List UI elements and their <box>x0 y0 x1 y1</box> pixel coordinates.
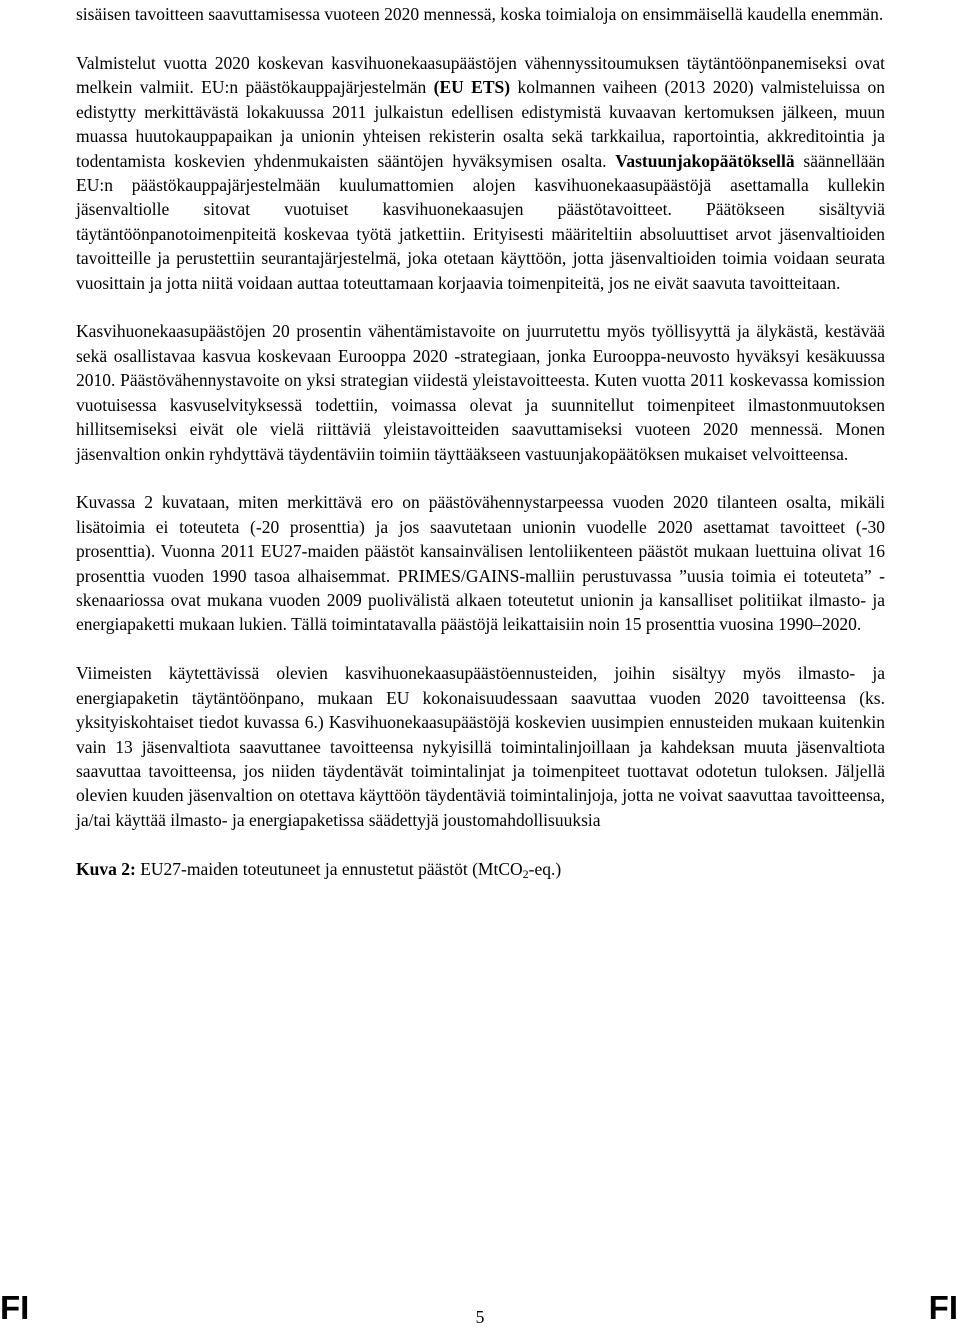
figure-caption <box>76 857 885 881</box>
paragraph-2-text-b: kolmannen vaiheen (2013 2020) valmisteluissa on edistytty merkittävästä lokakuussa 2011 julkaistun edellisen edistymistä kuvaavan kertomuksen jälkeen, muun muassa huutokauppapaikan ja unionin yhteisen rekisterin osalta sekä tarkkailua, raportointia, akkreditointia ja todentamista koskevien yhdenmukaisten sääntöjen hyväksymisen osalta. <box>76 77 885 171</box>
paragraph-1-text: sisäisen tavoitteen saavuttamisessa vuoteen 2020 mennessä, koska toimialoja on ensimmäisellä kaudella enemmän. <box>76 4 884 24</box>
footer-language-tag-right: FI <box>928 1289 958 1326</box>
paragraph-3 <box>76 319 885 465</box>
paragraph-4 <box>76 490 885 636</box>
paragraph-1 <box>76 2 885 26</box>
paragraph-5-text: Viimeisten käytettävissä olevien kasvihuonekaasupäästöennusteiden, joihin sisältyy myös ilmasto- ja energiapaketin täytäntöönpano, mukaan EU kokonaisuudessaan saavuttaa vuoden 2020 tavoitteensa (ks. yksityiskohtaiset tiedot kuvassa 6.) Kasvihuonekaasupäästöjä koskevien uusimpien ennusteiden mukaan kuitenkin vain 13 jäsenvaltiota saavuttanee tavoitteensa nykyisillä toimintalinjoillaan ja kahdeksan muuta jäsenvaltiota saavuttaa tavoitteensa, jos niiden täydentävät toimintalinjat ja toimenpiteet tuottavat odotetun tuloksen. Jäljellä olevien kuuden jäsenvaltion on otettava käyttöön täydentäviä toimintalinjoja, jotta ne voivat saavuttaa tavoitteensa, ja/tai käyttää ilmasto- ja energiapaketissa säädettyjä joustomahdollisuuksia <box>76 663 885 830</box>
vastuunjakopaatos-bold: Vastuunjakopäätöksellä <box>615 150 795 171</box>
figure-caption-text: EU27-maiden toteutuneet ja ennustetut päästöt (MtCO <box>135 858 523 879</box>
figure-caption-subscript: 2 <box>522 866 529 881</box>
eu-ets-bold: (EU ETS) <box>433 77 511 98</box>
paragraph-3-text: Kasvihuonekaasupäästöjen 20 prosentin vähentämistavoite on juurrutettu myös työllisyyttä ja älykästä, kestävää sekä osallistavaa kasvua koskevaan Eurooppa 2020 -strategiaan, jonka Eurooppa-neuvosto hyväksyi kesäkuussa 2010. Päästövähennystavoite on yksi strategian viidestä yleistavoitteesta. Kuten vuotta 2011 koskevassa komission vuotuisessa kasvuselvityksessä todettiin, voimassa olevat ja suunnitellut toimenpiteet ilmastonmuutoksen hillitsemiseksi eivät ole vielä riittäviä yleistavoitteiden saavuttamiseksi vuoteen 2020 mennessä. Monen jäsenvaltion onkin ryhdyttävä täydentäviin toimiin täyttääkseen vastuunjakopäätöksen mukaiset velvoitteensa. <box>76 321 885 464</box>
paragraph-4-text: Kuvassa 2 kuvataan, miten merkittävä ero on päästövähennystarpeessa vuoden 2020 tilanteen osalta, mikäli lisätoimia ei toteuteta (-20 prosenttia) ja jos saavutetaan unionin vuodelle 2020 asettamat tavoitteet (-30 prosenttia). Vuonna 2011 EU27-maiden päästöt kansainvälisen lentoliikenteen päästöt mukaan luettuina olivat 16 prosenttia vuoden 1990 tasoa alhaisemmat. PRIMES/GAINS-malliin perustuvassa ”uusia toimia ei toteuteta” -skenaariossa ovat mukana vuoden 2009 puolivälistä alkaen toteutetut unionin ja kansalliset politiikat ilmasto- ja energiapaketti mukaan lukien. Tällä toimintatavalla päästöjä leikattaisiin noin 15 prosenttia vuosina 1990–2020. <box>76 492 885 635</box>
paragraph-5 <box>76 661 885 832</box>
footer-language-tag-left: FI <box>0 1289 30 1326</box>
page-number: 5 <box>475 1307 485 1327</box>
figure-caption-text-end: -eq.) <box>528 858 562 879</box>
figure-caption-label: Kuva 2: <box>76 858 136 879</box>
paragraph-2-text-a: Valmistelut vuotta 2020 koskevan kasvihuonekaasupäästöjen vähennyssitoumuksen täytäntöönpanemiseksi ovat melkein valmiit. EU:n päästökauppajärjestelmän <box>76 52 885 98</box>
paragraph-2 <box>76 51 885 295</box>
paragraph-2-text-c: säännellään EU:n päästökauppajärjestelmään kuulumattomien alojen kasvihuonekaasupäästöjä asettamalla kullekin jäsenvaltiolle sitovat vuotuiset kasvihuonekaasujen päästötavoitteet. Päätökseen sisältyviä täytäntöönpanotoimenpiteitä koskevaa työtä jatkettiin. Erityisesti määriteltiin absoluuttiset arvot jäsenvaltioiden tavoitteille ja perustettiin seurantajärjestelmä, joka otetaan käyttöön, jotta jäsenvaltioiden toimia voidaan seurata vuosittain ja jotta niitä voidaan auttaa toteuttamaan korjaavia toimenpiteitä, jos ne eivät saavuta tavoitteitaan. <box>76 150 885 293</box>
document-body <box>76 2 885 881</box>
